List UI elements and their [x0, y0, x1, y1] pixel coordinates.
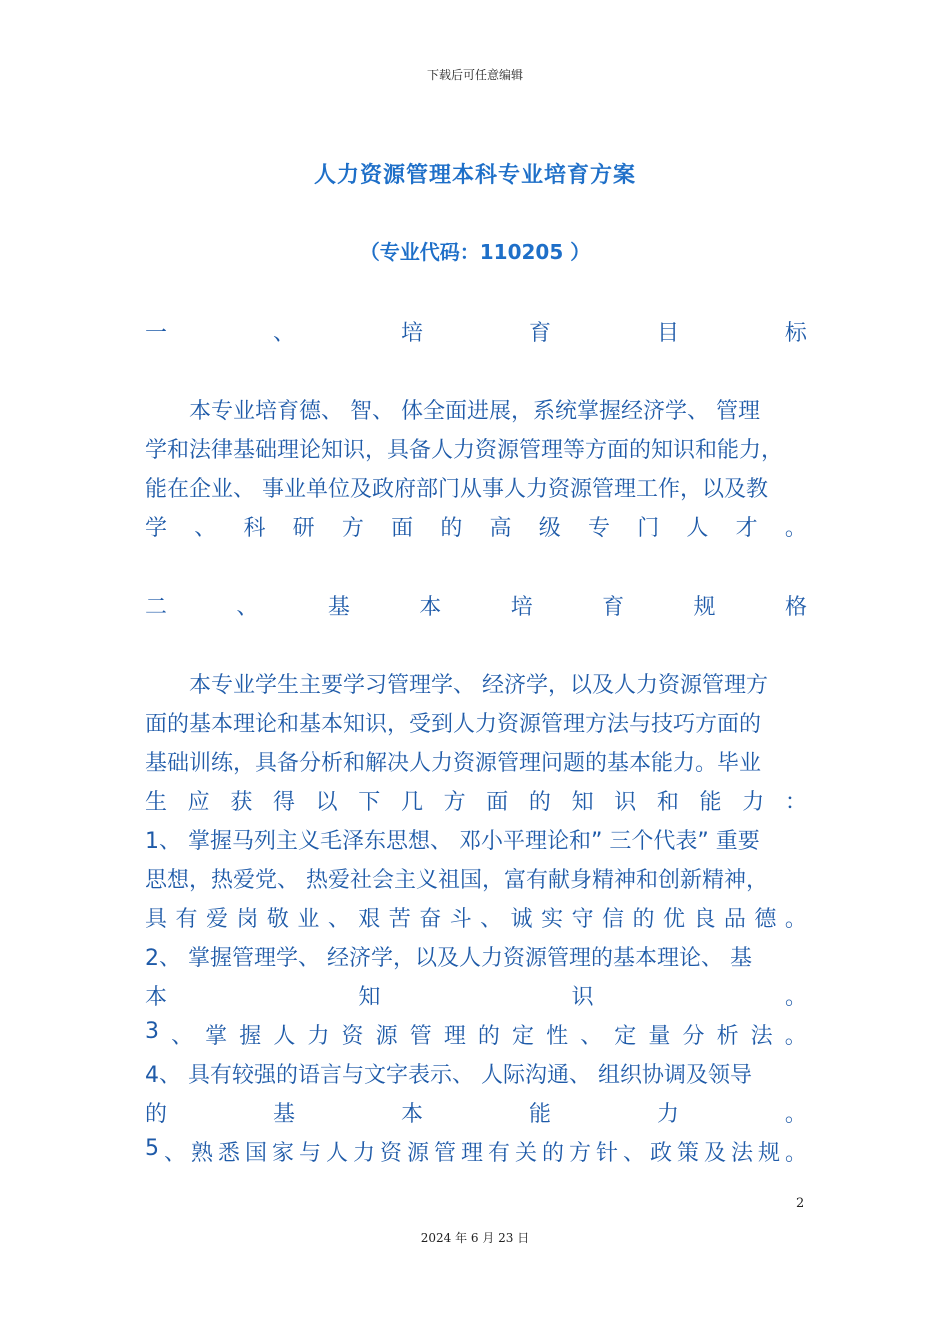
section2-heading	[145, 590, 807, 621]
spread-char: 能	[699, 790, 722, 815]
spread-char: 研	[292, 516, 315, 541]
spread-char: 的	[541, 1141, 564, 1166]
spread-char: 。	[784, 1024, 807, 1049]
spread-char: 、	[480, 907, 503, 932]
spread-char: 守	[571, 907, 594, 932]
spread-char: 管	[433, 1141, 456, 1166]
document-subtitle: （专业代码：110205 ）	[359, 240, 591, 264]
spread-char: 门	[637, 516, 660, 541]
spread-char: 级	[538, 516, 561, 541]
spread-char: 法	[730, 1141, 753, 1166]
spread-char: 、	[272, 321, 295, 346]
page-number: 2	[796, 1196, 805, 1211]
date-footer: 2024 年 6 月 23 日	[420, 1231, 530, 1245]
spread-char: 管	[409, 1024, 432, 1049]
spread-char: 培	[510, 595, 533, 620]
spread-char: 面	[486, 790, 509, 815]
spread-char: 掌	[205, 1024, 228, 1049]
spread-char: 才	[735, 516, 758, 541]
spread-char: 规	[757, 1141, 780, 1166]
spread-char: 有	[487, 1141, 510, 1166]
requirement-item-4-cont	[145, 1097, 807, 1128]
spread-char: 、	[622, 1141, 645, 1166]
spread-char: 力	[352, 1141, 375, 1166]
spread-char: 诚	[510, 907, 533, 932]
section1-para-line: 本专业培育德、 智、 体全面进展，系统掌握经济学、 管理	[189, 399, 760, 424]
spread-char: 知	[571, 790, 594, 815]
spread-char: 及	[703, 1141, 726, 1166]
spread-char: 一	[145, 321, 168, 346]
spread-char: 基	[327, 595, 350, 620]
spread-char: 的	[145, 1102, 168, 1127]
spread-char: 资	[341, 1024, 364, 1049]
spread-char: 科	[243, 516, 266, 541]
spread-char: 政	[649, 1141, 672, 1166]
spread-char: 方	[568, 1141, 591, 1166]
spread-char: 。	[784, 1102, 807, 1127]
spread-char: 方	[443, 790, 466, 815]
spread-char: 爱	[205, 907, 228, 932]
section1-heading	[145, 316, 807, 347]
spread-char: 艰	[358, 907, 381, 932]
spread-char: 分	[682, 1024, 705, 1049]
spread-char: 生	[145, 790, 168, 815]
spread-char: 理	[460, 1141, 483, 1166]
spread-char: 格	[784, 595, 807, 620]
spread-char: 国	[244, 1141, 267, 1166]
spread-char: 几	[400, 790, 423, 815]
spread-char: 源	[375, 1024, 398, 1049]
spread-char: 关	[514, 1141, 537, 1166]
spread-char: 与	[298, 1141, 321, 1166]
section2-para-line: 本专业学生主要学习管理学、 经济学，以及人力资源管理方	[189, 673, 768, 698]
spread-char: 法	[750, 1024, 773, 1049]
spread-char: 德	[754, 907, 777, 932]
spread-char: 面	[391, 516, 414, 541]
spread-char: 有	[175, 907, 198, 932]
spread-char: 3	[145, 1019, 159, 1044]
spread-char: 获	[230, 790, 253, 815]
spread-char: 本	[400, 1102, 423, 1127]
spread-char: 敬	[266, 907, 289, 932]
spread-char: 基	[272, 1102, 295, 1127]
section2-para-line: 面的基本理论和基本知识，受到人力资源管理方法与技巧方面的	[145, 712, 762, 737]
spread-char: 下	[358, 790, 381, 815]
spread-char: 的	[528, 790, 551, 815]
requirement-item-5	[145, 1136, 807, 1167]
requirement-item-1-cont	[145, 902, 807, 933]
spread-char: 。	[784, 1141, 807, 1166]
spread-char: 高	[489, 516, 512, 541]
spread-char: 识	[614, 790, 637, 815]
header-note: 下载后可任意编辑	[426, 68, 523, 82]
spread-char: 以	[315, 790, 338, 815]
spread-char: 。	[784, 907, 807, 932]
spread-char: 定	[614, 1024, 637, 1049]
spread-char: 二	[145, 595, 168, 620]
spread-char: 力	[307, 1024, 330, 1049]
spread-char: 析	[716, 1024, 739, 1049]
requirement-item-1: 1、 掌握马列主义毛泽东思想、 邓小平理论和” 三个代表” 重要	[145, 829, 760, 854]
spread-char: 优	[662, 907, 685, 932]
spread-char: 5	[145, 1136, 159, 1161]
spread-char: 方	[341, 516, 364, 541]
spread-char: 岗	[236, 907, 259, 932]
requirement-item-2: 2、 掌握管理学、 经济学，以及人力资源管理的基本理论、 基	[145, 946, 752, 971]
spread-char: 力	[742, 790, 765, 815]
spread-char: 、	[163, 1141, 186, 1166]
spread-char: 家	[271, 1141, 294, 1166]
spread-char: 资	[379, 1141, 402, 1166]
spread-char: 熟	[190, 1141, 213, 1166]
spread-char: 目	[656, 321, 679, 346]
spread-char: 理	[443, 1024, 466, 1049]
spread-char: 具	[145, 907, 168, 932]
spread-char: 人	[686, 516, 709, 541]
spread-char: 的	[440, 516, 463, 541]
requirement-item-4: 4、 具有较强的语言与文字表示、 人际沟通、 组织协调及领导	[145, 1063, 752, 1088]
spread-char: 、	[194, 516, 217, 541]
spread-char: 苦	[388, 907, 411, 932]
spread-char: 针	[595, 1141, 618, 1166]
spread-char: 培	[400, 321, 423, 346]
spread-char: 信	[602, 907, 625, 932]
spread-char: 源	[406, 1141, 429, 1166]
spread-char: 良	[693, 907, 716, 932]
section2-para-line	[145, 785, 807, 816]
spread-char: 专	[587, 516, 610, 541]
spread-char: 策	[676, 1141, 699, 1166]
spread-char: 性	[546, 1024, 569, 1049]
spread-char: 斗	[449, 907, 472, 932]
spread-char: 的	[632, 907, 655, 932]
spread-char: 知	[358, 985, 381, 1010]
spread-char: 能	[528, 1102, 551, 1127]
spread-char: 、	[171, 1024, 194, 1049]
spread-char: 。	[784, 985, 807, 1010]
section1-para-line: 学和法律基础理论知识，具备人力资源管理等方面的知识和能力，	[145, 438, 784, 463]
spread-char: 学	[145, 516, 168, 541]
requirement-item-1-cont: 思想，热爱党、 热爱社会主义祖国，富有献身精神和创新精神，	[145, 868, 768, 893]
spread-char: 和	[656, 790, 679, 815]
spread-char: 、	[327, 907, 350, 932]
section1-para-line: 能在企业、 事业单位及政府部门从事人力资源管理工作，以及教	[145, 477, 768, 502]
spread-char: 的	[477, 1024, 500, 1049]
spread-char: 人	[325, 1141, 348, 1166]
section2-para-line: 基础训练，具备分析和解决人力资源管理问题的基本能力。毕业	[145, 751, 762, 776]
spread-char: 业	[297, 907, 320, 932]
spread-char: 育	[528, 321, 551, 346]
spread-char: 应	[187, 790, 210, 815]
spread-char: 规	[693, 595, 716, 620]
document-title: 人力资源管理本科专业培育方案	[313, 163, 636, 188]
spread-char: 力	[656, 1102, 679, 1127]
section1-para-line	[145, 511, 807, 542]
spread-char: 实	[541, 907, 564, 932]
spread-char: 育	[602, 595, 625, 620]
spread-char: 、	[580, 1024, 603, 1049]
spread-char: 、	[236, 595, 259, 620]
spread-char: ：	[784, 790, 807, 815]
spread-char: 奋	[419, 907, 442, 932]
spread-char: 品	[723, 907, 746, 932]
spread-char: 量	[648, 1024, 671, 1049]
spread-char: 得	[272, 790, 295, 815]
spread-char: 本	[145, 985, 168, 1010]
spread-char: 握	[239, 1024, 262, 1049]
spread-char: 悉	[217, 1141, 240, 1166]
requirement-item-3	[145, 1019, 807, 1050]
spread-char: 定	[512, 1024, 535, 1049]
spread-char: 人	[273, 1024, 296, 1049]
spread-char: 。	[784, 516, 807, 541]
requirement-item-2-cont	[145, 980, 807, 1011]
spread-char: 标	[784, 321, 807, 346]
spread-char: 本	[419, 595, 442, 620]
spread-char: 识	[571, 985, 594, 1010]
